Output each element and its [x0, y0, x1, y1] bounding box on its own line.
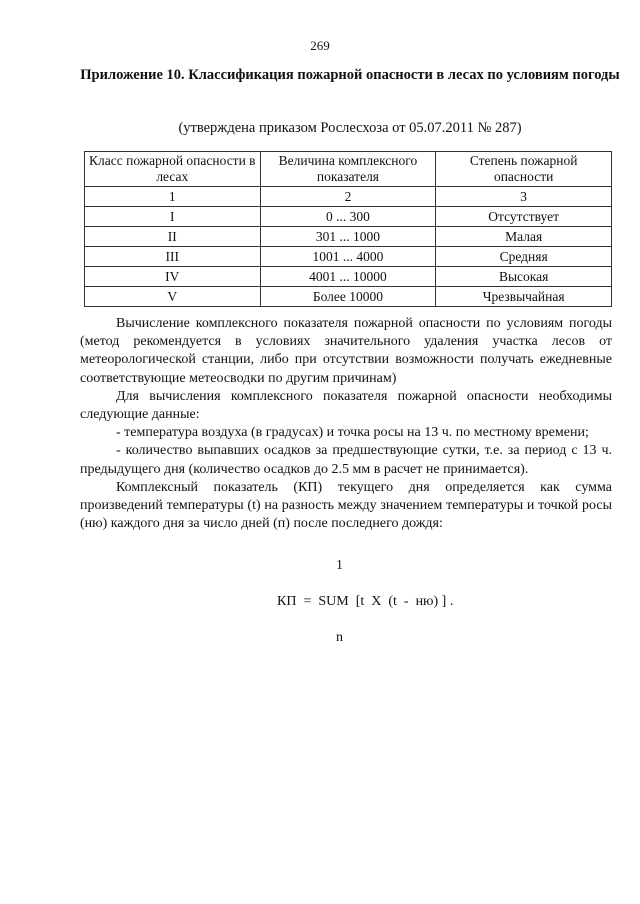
page-number: 269: [310, 38, 330, 53]
table-row: [85, 207, 612, 227]
fire-danger-table: [84, 151, 612, 307]
body-text: [80, 315, 612, 533]
table-cell: 3: [436, 187, 612, 207]
document-title: Приложение 10. Классификация пожарной опасности в лесах по условиям погоды: [80, 67, 620, 83]
header-cell: Величина комплексного показателя: [260, 152, 436, 187]
table-cell: Высокая: [436, 267, 612, 287]
table-cell: V: [85, 287, 261, 307]
formula: [270, 521, 453, 665]
table-row: [85, 187, 612, 207]
table-row: [85, 227, 612, 247]
table-cell: Средняя: [436, 247, 612, 267]
paragraph: Для вычисления комплексного показателя пожарной опасности необходимы следующие данные:: [80, 388, 612, 423]
document-subtitle: (утверждена приказом Рослесхоза от 05.07.2011 № 287): [178, 120, 522, 136]
table-cell: 1001 ... 4000: [260, 247, 436, 267]
paragraph: - температура воздуха (в градусах) и точка росы на 13 ч. по местному времени;: [116, 425, 589, 441]
table-cell: Отсутствует: [436, 207, 612, 227]
table-cell: 0 ... 300: [260, 207, 436, 227]
table-cell: 2: [260, 187, 436, 207]
table-row: [85, 247, 612, 267]
table-row: [85, 287, 612, 307]
formula-main: КП = SUM [t X (t - ню) ] .: [277, 594, 454, 609]
table-cell: IV: [85, 267, 261, 287]
paragraph: Комплексный показатель (КП) текущего дня определяется как сумма произведений температуры (t) на разность между значением температуры и точкой росы (ню) каждого дня за число дней (п) после последнего дождя:: [80, 479, 612, 532]
table-cell: Более 10000: [260, 287, 436, 307]
table-cell: 301 ... 1000: [260, 227, 436, 247]
formula-upper: 1: [336, 558, 343, 573]
formula-lower: n: [336, 630, 343, 645]
table-cell: Чрезвычайная: [436, 287, 612, 307]
header-cell: Класс пожарной опасности в лесах: [85, 152, 261, 187]
table-cell: I: [85, 207, 261, 227]
paragraph: Вычисление комплексного показателя пожарной опасности по условиям погоды (метод рекомендуется в условиях значительного удаления участка лесов от метеорологической станции, либо при отсутствии возможности получать ежедневные соответствующие метеосводки по другим причинам): [80, 316, 612, 386]
table-header-row: [85, 152, 612, 187]
table-cell: III: [85, 247, 261, 267]
table-cell: II: [85, 227, 261, 247]
table-row: [85, 267, 612, 287]
paragraph: - количество выпавших осадков за предшествующие сутки, т.е. за период с 13 ч. предыдущего дня (количество осадков до 2.5 мм в расчет не принимается).: [80, 443, 612, 477]
table-cell: 1: [85, 187, 261, 207]
table-cell: 4001 ... 10000: [260, 267, 436, 287]
table-cell: Малая: [436, 227, 612, 247]
header-cell: Степень пожарной опасности: [436, 152, 612, 187]
